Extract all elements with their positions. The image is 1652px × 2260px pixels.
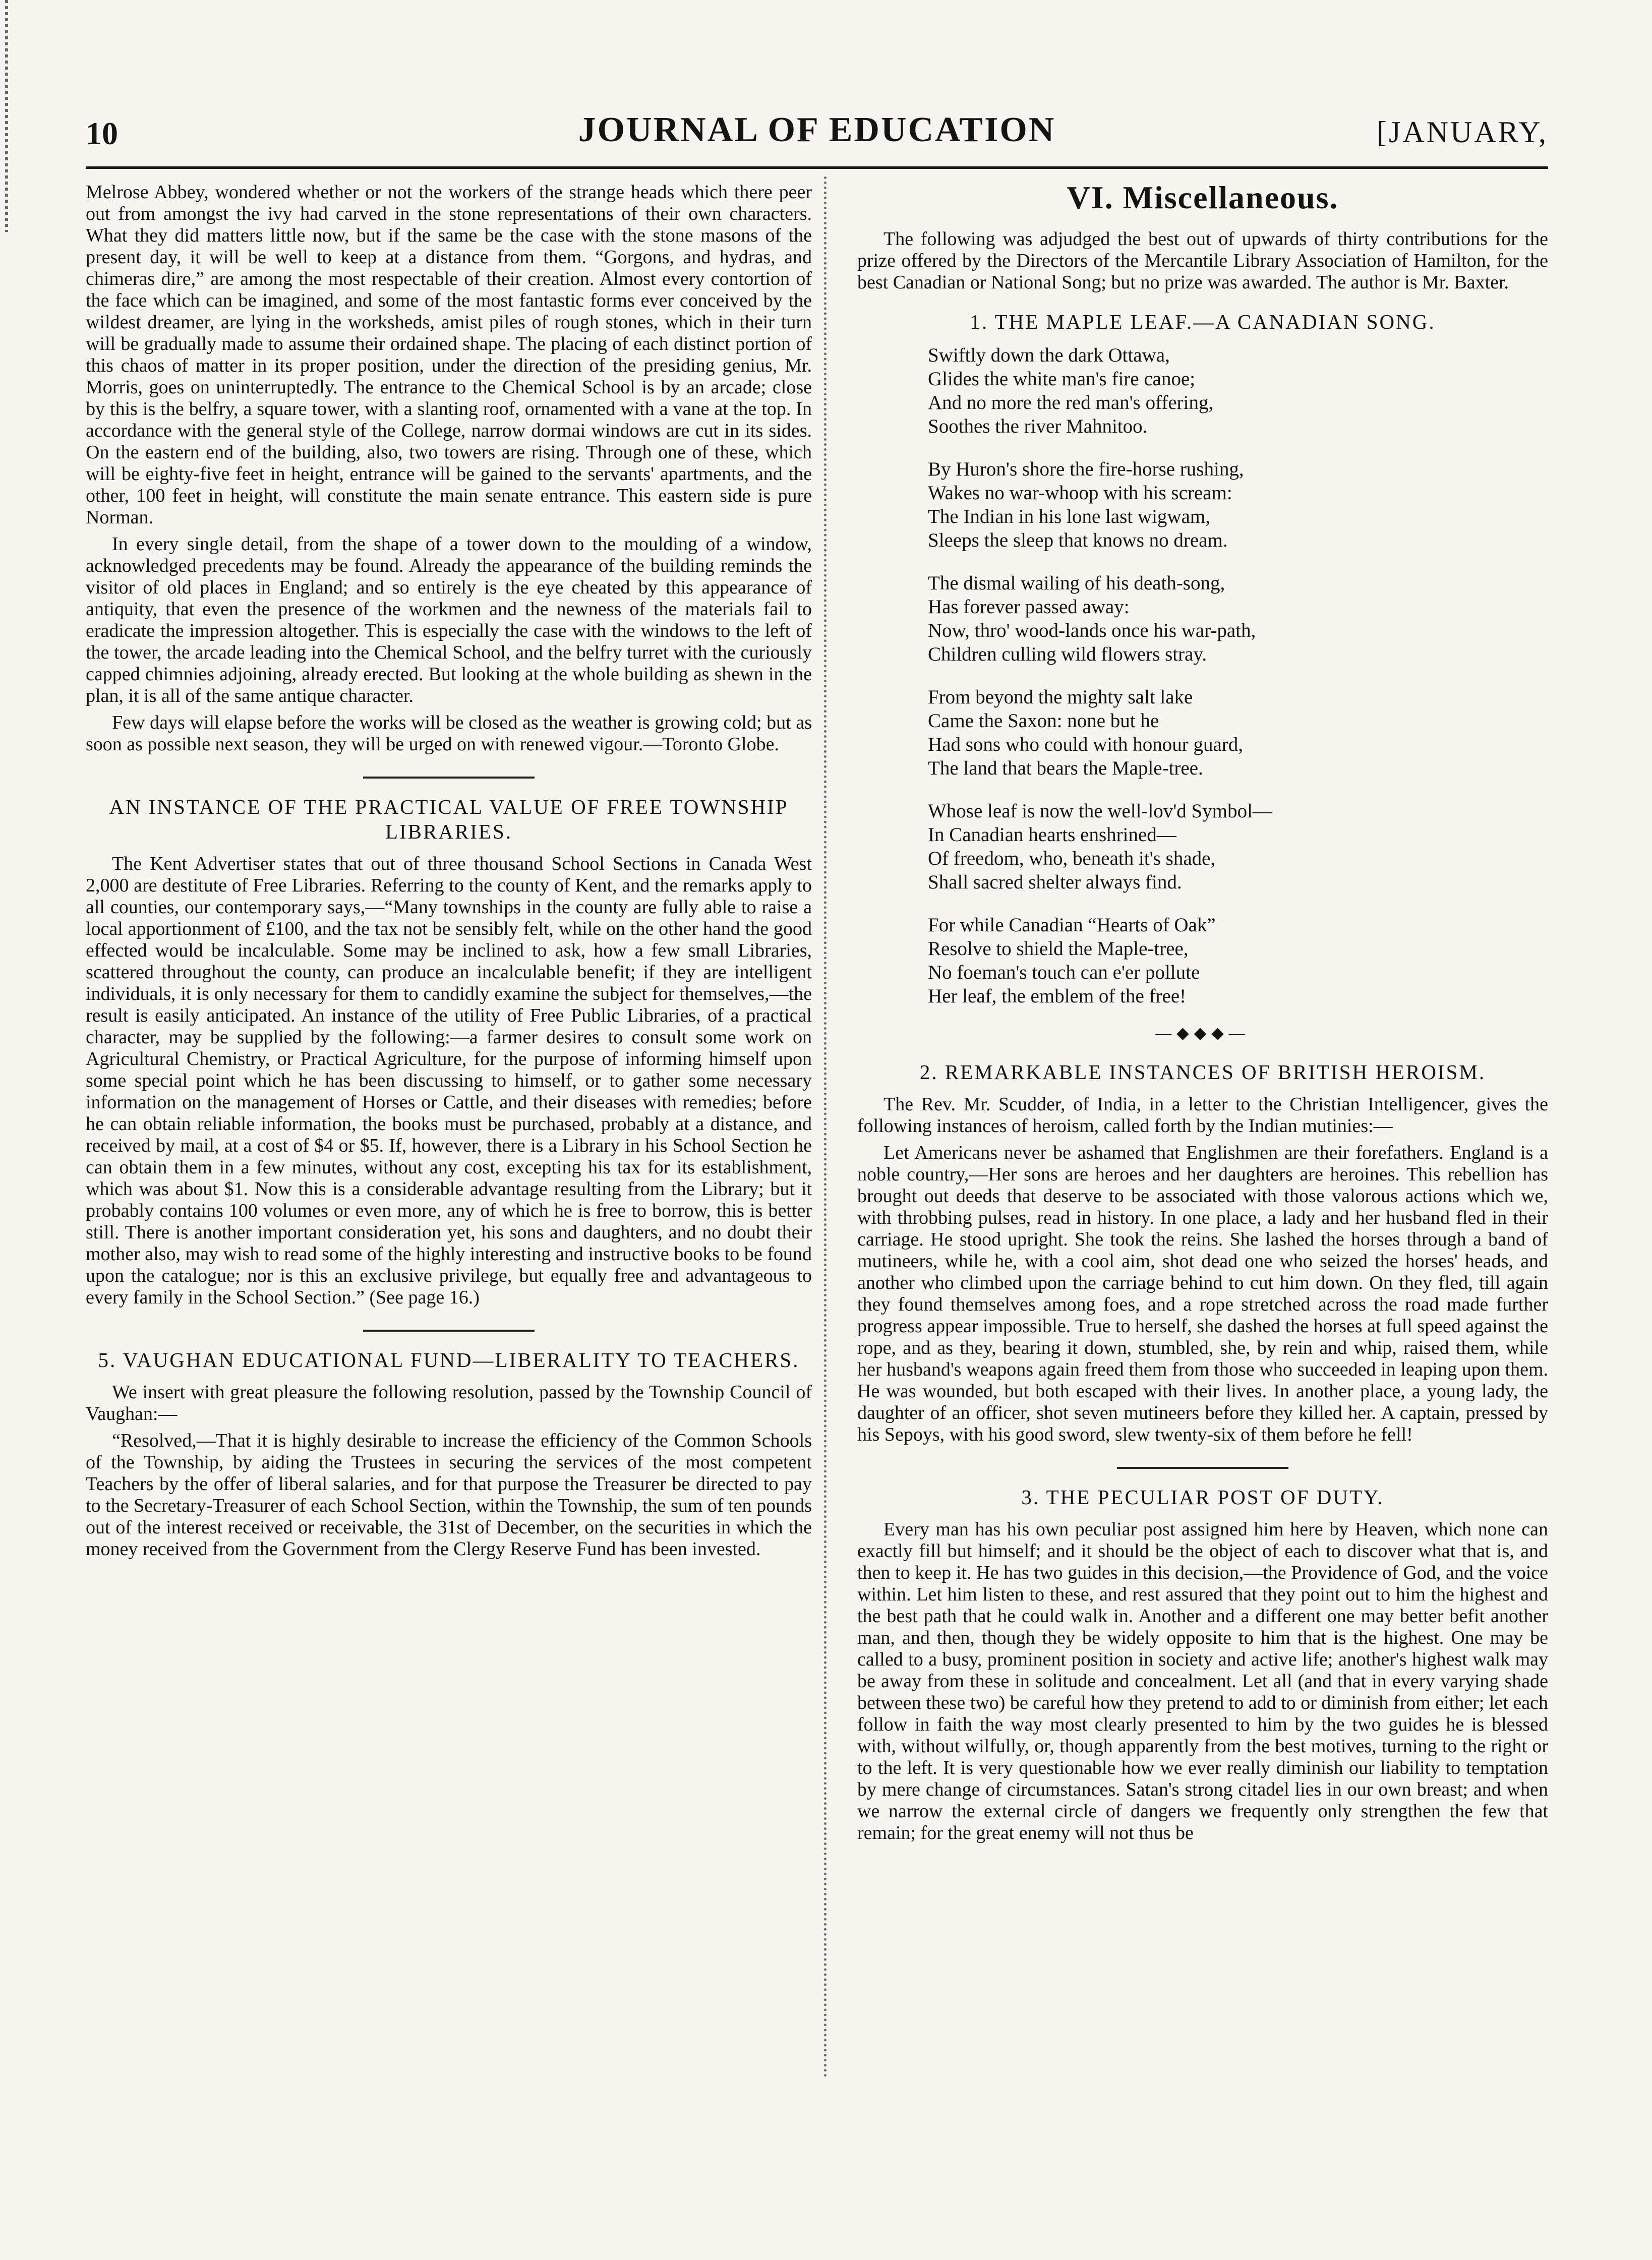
poem-line: Swiftly down the dark Ottawa, <box>928 344 1170 366</box>
article-title: AN INSTANCE OF THE PRACTICAL VALUE OF FREE TOWNSHIP LIBRARIES. <box>109 795 789 843</box>
ornament-divider: —◆◆◆— <box>1155 1024 1250 1042</box>
section-separator <box>363 1330 535 1332</box>
poem-line: By Huron's shore the fire-horse rushing, <box>928 458 1244 480</box>
poem-line: Of freedom, who, beneath it's shade, <box>928 848 1216 869</box>
poem-line: Sleeps the sleep that knows no dream. <box>928 529 1228 551</box>
paragraph: Let Americans never be ashamed that Englishmen are their forefathers. England is a noble country,—Her sons are heroes and her daughters are heroines. This rebellion has brought out deeds that deserve to be associated with those valorous actions which we, with throbbing pulses, read in history. In one place, a lady and her husband fled in their carriage. He stood upright. She took the reins. She lashed the horses through a band of mutineers, while he, with a cool aim, shot dead one who seized the horses' heads, and another who climbed upon the carriage behind to cut him down. On they fled, till again they found themselves among foes, and a rope stretched across the road made further progress appear impossible. True to herself, she dashed the horses at full speed against the rope, and as they, bearing it down, stumbled, she, by rein and whip, raised them, while her husband's weapons again freed them from those who succeeded in leaping upon them. He was wounded, but both escaped with their lives. In another place, a young lady, the daughter of an officer, shot seven mutineers before they killed her. A captain, pressed by his Sepoys, with his good sword, slew twenty-six of them before he fell! <box>857 1142 1548 1445</box>
poem-line: The land that bears the Maple-tree. <box>928 757 1203 779</box>
poem <box>928 343 1548 1008</box>
page-number: 10 <box>86 115 118 151</box>
poem-line: Had sons who could with honour guard, <box>928 734 1244 755</box>
paragraph: We insert with great pleasure the following resolution, passed by the Township Council of Vaughan:— <box>86 1382 812 1424</box>
paragraph: Every man has his own peculiar post assigned him here by Heaven, which none can exactly fill but himself; and it should be the object of each to discover what that is, and then to keep it. He has two guides in this decision,—the Providence of God, and the voice within. Let him listen to these, and rest assured that they point out to him the highest and the best path that he could walk in. Another and a different one may better befit another man, and then, though they be widely opposite to him that is the highest. One may be called to a busy, prominent position in society and active life; another's highest walk may be away from these in solitude and concealment. Let all (and that in every varying shade between these two) be careful how they pretend to add to or diminish from either; let each follow in faith the way most clearly presented to him by the two guides he is blessed with, without wilfully, or, though apparently from the best motives, turning to the right or to the left. It is very questionable how we ever really diminish our liability to temptation by mere change of circumstances. Satan's strong citadel lies in our own breast; and when we narrow the external circle of dangers we frequently only strengthen the few that remain; for the great enemy will not thus be <box>857 1519 1548 1843</box>
article-title: 5. VAUGHAN EDUCATIONAL FUND—LIBERALITY TO TEACHERS. <box>98 1348 800 1372</box>
poem-line: Her leaf, the emblem of the free! <box>928 985 1187 1007</box>
section-separator <box>363 777 535 779</box>
article-title: 3. THE PECULIAR POST OF DUTY. <box>1021 1485 1384 1509</box>
paragraph: The Rev. Mr. Scudder, of India, in a letter to the Christian Intelligencer, gives the following instances of heroism, called forth by the Indian mutinies:— <box>857 1094 1548 1137</box>
poem-line: Whose leaf is now the well-lov'd Symbol— <box>928 800 1272 822</box>
poem-line: Shall sacred shelter always find. <box>928 871 1182 893</box>
poem-line: Soothes the river Mahnitoo. <box>928 415 1148 437</box>
poem-stanza <box>928 457 1548 552</box>
poem-line: Came the Saxon: none but he <box>928 710 1159 732</box>
poem-line: In Canadian hearts enshrined— <box>928 824 1176 846</box>
issue-month: [JANUARY, <box>1377 115 1548 149</box>
right-column <box>857 182 1548 1849</box>
paragraph: The Kent Advertiser states that out of three thousand School Sections in Canada West 2,000 are destitute of Free Libraries. Referring to the county of Kent, and the remarks apply to all counties, our contemporary says,—“Many townships in the county are fully able to raise a local apportionment of £100, and the tax not be sensibly felt, while on the other hand the good effected would be incalculable. Some may be inclined to ask, how a few small Libraries, scattered throughout the county, can produce an incalculable benefit; if they are intelligent individuals, it is only necessary for them to candidly examine the subject for themselves,—the result is easily anticipated. An instance of the utility of Free Public Libraries, of a practical character, may be supplied by the following:—a farmer desires to consult some work on Agricultural Chemistry, or Practical Agriculture, for the purpose of informing himself upon some special point which he has been discussing to himself, or to gather some necessary information on the management of Horses or Cattle, and their diseases with remedies; before he can obtain reliable information, the books must be purchased, probably at a distance, and received by mail, at a cost of $4 or $5. If, however, there is a Library in his School Section he can obtain them in a few minutes, without any cost, excepting his tax for its establishment, which was about $1. Now this is a considerable advantage resulting from the Library; but it probably contains 100 volumes or even more, any of which he is free to borrow, this is better still. There is another important consideration yet, his sons and daughters, and no doubt their mother also, may wish to read some of the highly interesting and instructive books to be found upon the catalogue; nor is this an exclusive privilege, but equally free and advantageous to every family in the School Section.” (See page 16.) <box>86 853 812 1308</box>
column-divider <box>824 176 827 2078</box>
poem-stanza <box>928 571 1548 666</box>
section-separator <box>1117 1467 1288 1469</box>
paragraph: The following was adjudged the best out of upwards of thirty contributions for the prize offered by the Directors of the Mercantile Library Association of Hamilton, for the best Canadian or National Song; but no prize was awarded. The author is Mr. Baxter. <box>857 228 1548 293</box>
poem-line: The dismal wailing of his death-song, <box>928 572 1225 594</box>
left-column <box>86 182 812 1565</box>
poem-line: And no more the red man's offering, <box>928 392 1214 413</box>
article-title: 2. REMARKABLE INSTANCES OF BRITISH HEROISM. <box>919 1060 1486 1084</box>
paragraph: Few days will elapse before the works will be closed as the weather is growing cold; but as soon as possible next season, they will be urged on with renewed vigour.—Toronto Globe. <box>86 712 812 755</box>
poem-line: Glides the white man's fire canoe; <box>928 368 1196 390</box>
paragraph: Melrose Abbey, wondered whether or not the workers of the strange heads which there peer out from amongst the ivy had carved in the stone representations of their own characters. What they did matters little now, but if the same be the case with the stone masons of the present day, it will be well to keep at a distance from them. “Gorgons, and hydras, and chimeras dire,” are among the most respectable of their creation. Almost every contortion of the face which can be imagined, and some of the most fantastic forms ever conceived by the wildest dreamer, are lying in the worksheds, amist piles of rough stones, which in their turn will be gradually made to assume their ordained shape. The placing of each distinct portion of this chaos of matter in its proper position, under the direction of the presiding genius, Mr. Morris, goes on uninterruptedly. The entrance to the Chemical School is by an arcade; close by this is the belfry, a square tower, with a slanting roof, ornamented with a vane at the top. In accordance with the general style of the College, narrow dormai windows are cut in its sides. On the eastern end of the building, also, two towers are rising. Through one of these, which will be eighty-five feet in height, entrance will be gained to the servants' apartments, and the other, 100 feet in height, will constitute the main senate entrance. This eastern side is pure Norman. <box>86 182 812 528</box>
journal-title: JOURNAL OF EDUCATION <box>578 110 1056 149</box>
poem-line: For while Canadian “Hearts of Oak” <box>928 914 1216 936</box>
page-edge-mark <box>5 0 8 232</box>
poem-line: The Indian in his lone last wigwam, <box>928 506 1210 527</box>
paragraph: “Resolved,—That it is highly desirable to increase the efficiency of the Common Schools of the Township, by aiding the Trustees in securing the services of the most competent Teachers by the offer of liberal salaries, and for that purpose the Treasurer be directed to pay to the Secretary-Treasurer of each School Section, within the Township, the sum of ten pounds out of the interest received or receivable, the 31st of December, on the securities in which the money received from the Government from the Clergy Reserve Fund has been invested. <box>86 1430 812 1560</box>
poem-line: Has forever passed away: <box>928 596 1130 618</box>
running-header <box>86 110 1548 170</box>
paragraph: In every single detail, from the shape of a tower down to the moulding of a window, acknowledged precedents may be found. Already the appearance of the building reminds the visitor of old places in England; and so entirely is the eye cheated by this appearance of antiquity, that even the presence of the workmen and the newness of the materials fail to eradicate the impression altogether. This is especially the case with the windows to the left of the tower, the arcade leading into the Chemical School, and the belfry turret with the curiously capped chimnies adjoining, already erected. But looking at the whole building as shewn in the plan, it is all of the same antique character. <box>86 533 812 706</box>
poem-line: Children culling wild flowers stray. <box>928 643 1207 665</box>
poem-line: Resolve to shield the Maple-tree, <box>928 938 1189 960</box>
poem-line: From beyond the mighty salt lake <box>928 686 1193 708</box>
header-rule <box>86 166 1548 169</box>
poem-line: No foeman's touch can e'er pollute <box>928 962 1200 983</box>
poem-line: Wakes no war-whoop with his scream: <box>928 482 1232 504</box>
poem-stanza <box>928 799 1548 894</box>
poem-stanza <box>928 913 1548 1008</box>
poem-stanza <box>928 685 1548 780</box>
article-title: 1. THE MAPLE LEAF.—A CANADIAN SONG. <box>970 310 1436 333</box>
poem-stanza <box>928 343 1548 438</box>
section-heading: VI. Miscellaneous. <box>1067 180 1339 215</box>
poem-line: Now, thro' wood-lands once his war-path, <box>928 620 1256 641</box>
